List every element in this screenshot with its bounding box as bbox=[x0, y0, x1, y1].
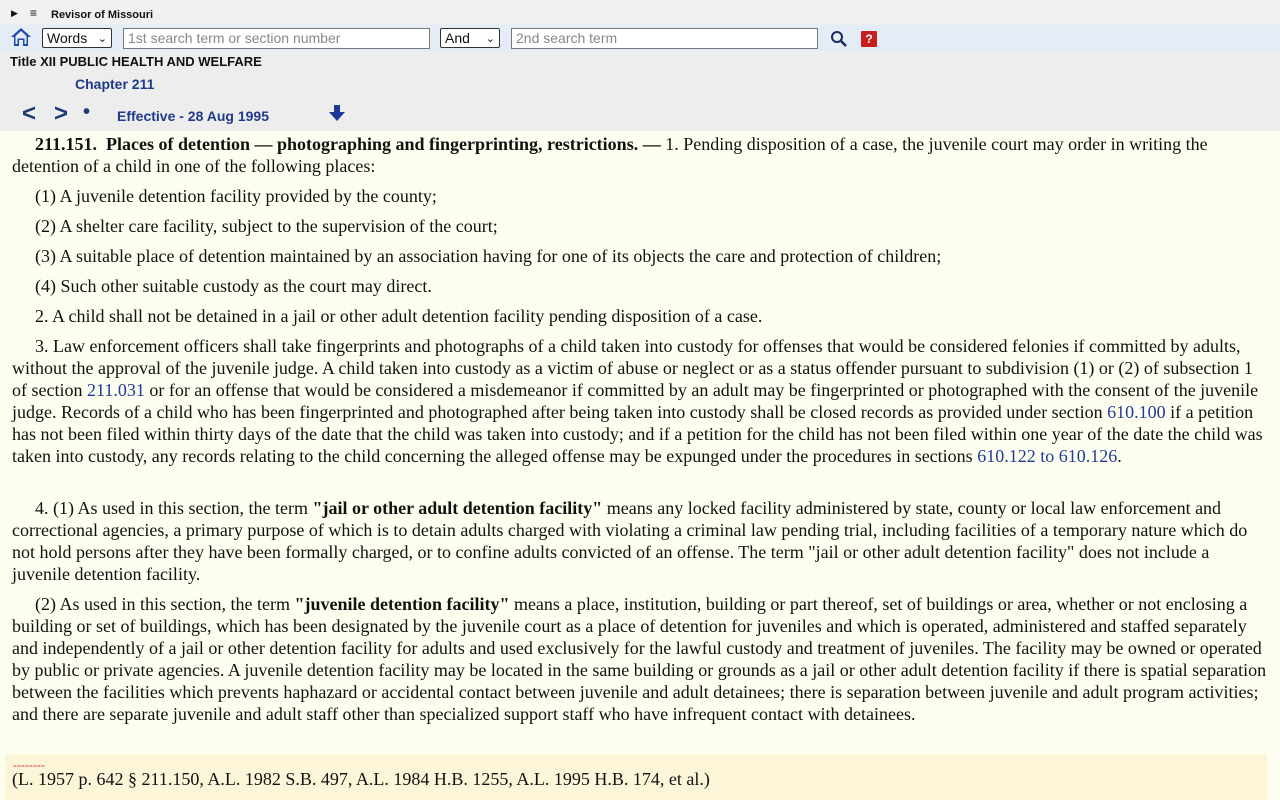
help-button[interactable]: ? bbox=[861, 31, 877, 47]
subsection-4-2-text-b: means a place, institution, building or part thereof, set of buildings or area, whether or not enclosing a building or set of buildings, which has been designated by the juvenile court as a place of detention for juveniles and which is operated, administered and staffed separately and independently of a jail or other detention facility for adults and used exclusively for the lawful custody and treatment of juveniles. The facility may be owned or operated by public or private agencies. A juvenile detention facility may be located in the same building or grounds as a jail or other adult detention facility if there is spatial separation between the facilities which prevents haphazard or accidental contact between juvenile and adult detainees; there is separation between juvenile and adult program activities; and there are separate juvenile and adult staff other than specialized support staff who have infrequent contact with detainees. bbox=[12, 594, 1267, 724]
arrow-down-icon[interactable] bbox=[328, 104, 346, 122]
item-4: (4) Such other suitable custody as the court may direct. bbox=[35, 276, 432, 296]
search-term2-placeholder: 2nd search term bbox=[516, 30, 618, 46]
section-number: 211.151. bbox=[35, 134, 98, 154]
history-box bbox=[5, 754, 1267, 800]
search-operator-value: And bbox=[445, 30, 470, 46]
section-lead-text: 1. Pending disposition of a case, the juvenile court may order in writing the bbox=[665, 134, 1208, 154]
link-610-122-to-610-126[interactable]: 610.122 to 610.126 bbox=[977, 446, 1118, 466]
item-1: (1) A juvenile detention facility provided by the county; bbox=[35, 186, 437, 206]
search-mode-value: Words bbox=[47, 30, 88, 46]
subsection-4-1 bbox=[0, 497, 1280, 585]
top-bar bbox=[0, 0, 1280, 24]
subsection-3-text-a: 3. Law enforcement officers shall take fingerprints and photographs of a child taken into custody for offenses that would be considered felonies if committed by adults, without the approval of the juvenile judge. A child taken into custody as a victim of abuse or neglect or as a status offender pursuant to subdivision (1) or (2) of subsection 1 of section bbox=[12, 336, 1253, 400]
dot-icon[interactable]: • bbox=[83, 101, 91, 123]
site-brand[interactable]: Revisor of Missouri bbox=[51, 9, 154, 21]
subsection-3-text-c: if a petition has not been filed within thirty days of the date that the child was taken into custody; and if a petition for the child has not been filed within one year of the date the child was taken into custody, any records relating to the child concerning the alleged offense may be expunged under the procedures in sections bbox=[12, 402, 1263, 466]
breadcrumb-chapter[interactable]: Chapter 211 bbox=[75, 76, 155, 92]
search-operator-select[interactable] bbox=[440, 28, 500, 48]
chevron-down-icon: ⌄ bbox=[97, 33, 107, 45]
item-2: (2) A shelter care facility, subject to the supervision of the court; bbox=[35, 216, 498, 236]
breadcrumb-title[interactable]: Title XII PUBLIC HEALTH AND WELFARE bbox=[10, 54, 262, 69]
search-bar bbox=[0, 25, 1280, 51]
magnifier-icon[interactable] bbox=[830, 30, 848, 48]
section-lead bbox=[0, 133, 1280, 177]
subsection-2: 2. A child shall not be detained in a jail or other adult detention facility pending disposition of a case. bbox=[35, 306, 763, 326]
statute-content bbox=[0, 131, 1280, 800]
section-heading: Places of detention — photographing and fingerprinting, restrictions. — bbox=[106, 134, 661, 154]
subsection-4-text-b: means any locked facility administered by state, county or local law enforcement and correctional agencies, a primary purpose of which is to detain adults charged with violating a criminal law pending trial, including facilities of a temporary nature which do not hold persons after they have been formally charged, or to confine adults convicted of an offense. The term "jail or other adult detention facility" does not include a juvenile detention facility. bbox=[12, 498, 1248, 584]
prev-section-button[interactable]: < bbox=[22, 100, 37, 127]
item-3: (3) A suitable place of detention maintained by an association having for one of its objects the care and protection of children; bbox=[35, 246, 942, 266]
history-citation: (L. 1957 p. 642 § 211.150, A.L. 1982 S.B. 497, A.L. 1984 H.B. 1255, A.L. 1995 H.B. 174, et al.) bbox=[12, 769, 710, 789]
history-divider: -------- bbox=[13, 758, 45, 772]
term-jail-facility: "jail or other adult detention facility" bbox=[312, 498, 603, 518]
search-term1-input[interactable] bbox=[123, 28, 430, 49]
triangle-right-icon[interactable]: ▶ bbox=[11, 8, 18, 18]
search-term2-input[interactable] bbox=[511, 28, 818, 49]
search-term1-placeholder: 1st search term or section number bbox=[128, 30, 341, 46]
hamburger-icon[interactable]: ≡ bbox=[30, 6, 38, 20]
section-lead-text-2: detention of a child in one of the following places: bbox=[12, 156, 376, 176]
link-211-031[interactable]: 211.031 bbox=[86, 380, 145, 400]
home-icon[interactable] bbox=[10, 27, 32, 47]
effective-date: Effective - 28 Aug 1995 bbox=[117, 108, 269, 124]
subsection-3 bbox=[0, 335, 1280, 467]
term-juvenile-facility: "juvenile detention facility" bbox=[294, 594, 510, 614]
subsection-4-2-text-a: (2) As used in this section, the term bbox=[35, 594, 295, 614]
next-section-button[interactable]: > bbox=[54, 100, 69, 127]
subsection-4-text-a: 4. (1) As used in this section, the term bbox=[35, 498, 313, 518]
subsection-4-2 bbox=[0, 593, 1280, 725]
subsection-3-text-b: or for an offense that would be considered a misdemeanor if committed by an adult may be fingerprinted or photographed with the consent of the juvenile judge. Records of a child who has been fingerprinted and photographed after being taken into custody shall be closed records as provided under section bbox=[12, 380, 1259, 422]
search-mode-select[interactable] bbox=[42, 28, 112, 48]
link-610-100[interactable]: 610.100 bbox=[1107, 402, 1166, 422]
chevron-down-icon: ⌄ bbox=[485, 33, 495, 45]
subsection-3-text-d: . bbox=[1117, 446, 1122, 466]
